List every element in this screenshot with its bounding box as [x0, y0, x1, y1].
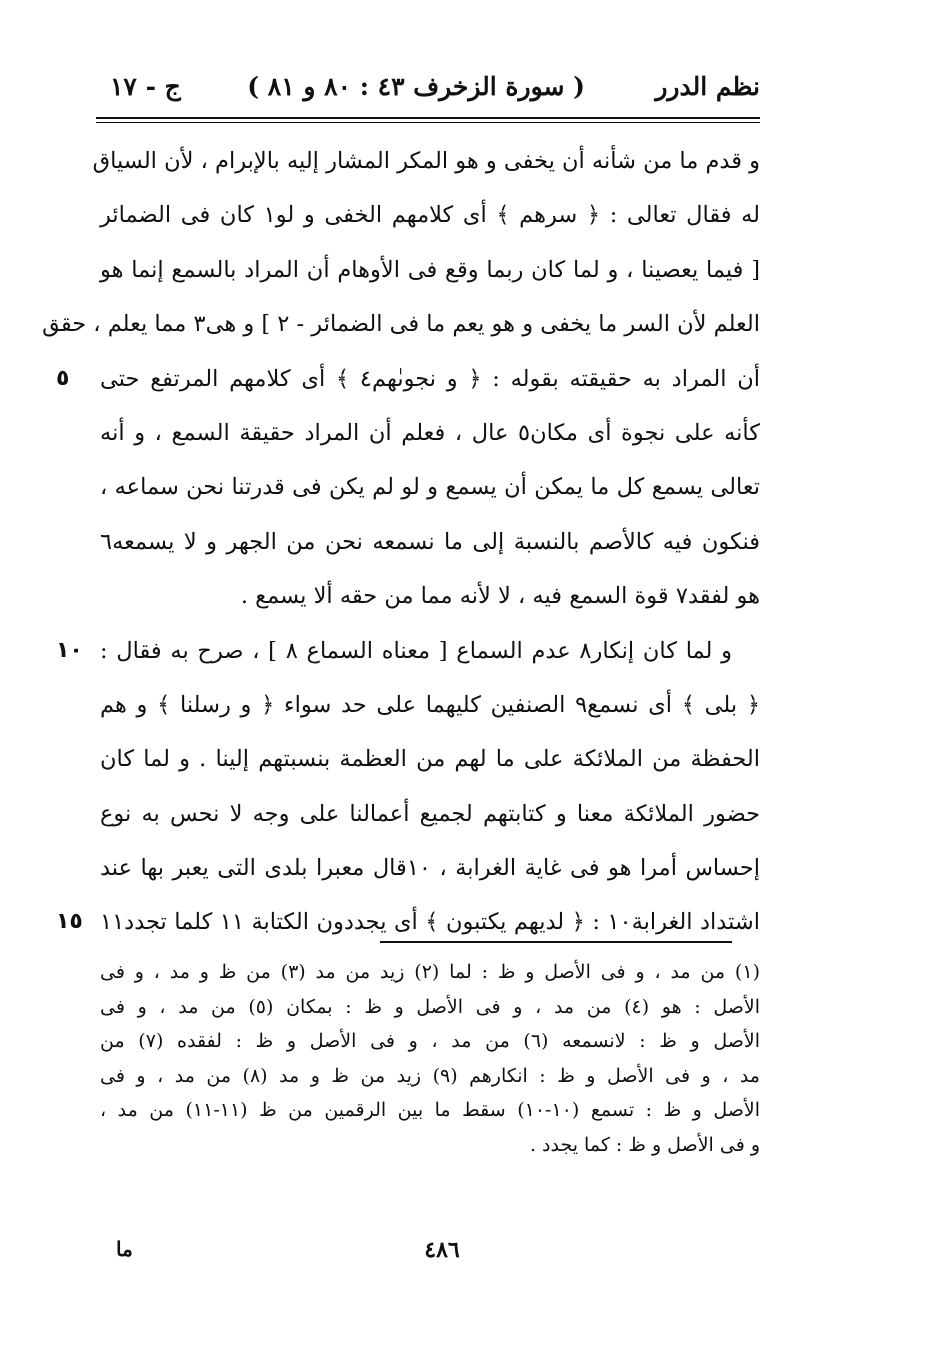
text-line-content: له فقال تعالى : ﴿ سرهم ﴾ أى كلامهم الخفى و لو١ كان فى الضمائر	[100, 202, 761, 229]
text-line	[100, 569, 760, 623]
book-title: نظم الدرر	[655, 72, 760, 101]
footnote-separator	[380, 941, 732, 943]
header-rule	[96, 117, 760, 119]
text-line-content: و لما كان إنكار٨ عدم السماع [ معناه السماع ٨ ] ، صرح به فقال :	[100, 637, 733, 664]
footnote-line: الأصل و ظ : لانسمعه (٦) من مد ، و فى الأصل و ظ : لفقده (٧) من	[100, 1030, 760, 1052]
main-text	[42, 134, 761, 950]
text-line	[42, 297, 760, 351]
volume-number: ج - ١٧	[110, 72, 181, 101]
text-line-content: أن المراد به حقيقته بقوله : ﴿ و نجوىٰهم٤ ﴾ أى كلامهم المرتفع حتى	[100, 365, 760, 392]
text-line-content: و قدم ما من شأنه أن يخفى و هو المكر المشار إليه بالإبرام ، لأن السياق	[92, 148, 760, 174]
text-line	[56, 624, 760, 678]
text-line	[100, 841, 760, 895]
text-line-content: حضور الملائكة معنا و كتابتهم لجميع أعمالنا على وجه لا نحس به نوع	[100, 800, 760, 827]
text-line-content: هو لفقد٧ قوة السمع فيه ، لا لأنه مما من حقه ألا يسمع .	[240, 583, 760, 610]
text-line	[100, 188, 760, 242]
text-line	[100, 678, 760, 732]
page-number: ٤٨٦	[424, 1237, 460, 1263]
footnote-line: (١) من مد ، و فى الأصل و ظ : لما (٢) زيد من مد (٣) من ظ و مد ، و فى	[100, 961, 760, 983]
text-line-content: إحساس أمرا هو فى غاية الغرابة ، ١٠قال معبرا بلدى التى يعبر بها عند	[100, 855, 761, 882]
text-line	[100, 515, 760, 569]
footnote-line: الأصل : هو (٤) من مد ، و فى الأصل و ظ : بمكان (٥) من مد ، و فى	[100, 995, 760, 1018]
text-line	[100, 732, 760, 786]
text-line-content: تعالى يسمع كل ما يمكن أن يسمع و لو لم يكن فى قدرتنا نحن سماعه ،	[100, 474, 760, 501]
text-line-content: [ فيما يعصينا ، و لما كان ربما وقع فى الأوهام أن المراد بالسمع إنما هو	[100, 256, 760, 283]
running-header	[100, 68, 760, 112]
text-line-content: العلم لأن السر ما يخفى و هو يعم ما فى الضمائر - ٢ ] و هى٣ مما يعلم ، حقق	[42, 311, 760, 338]
text-line	[100, 787, 760, 841]
line-number: ١٠	[56, 637, 83, 663]
text-line	[100, 243, 760, 297]
text-line-content: الحفظة من الملائكة على ما لهم من العظمة بنسبتهم إلينا . و لما كان	[100, 746, 760, 773]
text-line	[92, 134, 760, 188]
text-line-content: اشتداد الغرابة١٠ : ﴿ لديهم يكتبون ﴾ أى يجددون الكتابة ١١ كلما تجدد١١	[100, 909, 760, 936]
text-line	[100, 460, 760, 514]
footnote-line: و فى الأصل و ظ : كما يجدد .	[529, 1133, 760, 1156]
text-line	[56, 352, 760, 406]
line-number: ١٥	[56, 909, 83, 935]
text-line-content: كأنه على نجوة أى مكان٥ عال ، فعلم أن المراد حقيقة السمع ، و أنه	[100, 419, 760, 446]
text-line-content: ﴿ بلى ﴾ أى نسمع٩ الصنفين كليهما على حد سواء ﴿ و رسلنا ﴾ و هم	[100, 691, 761, 718]
footnotes	[100, 955, 760, 1162]
footnote-line: الأصل و ظ : تسمع (١٠-١٠) سقط ما بين الرقمين من ظ (١١-١١) من مد ،	[100, 1099, 760, 1121]
line-number: ٥	[56, 365, 70, 391]
text-line-content: فنكون فيه كالأصم بالنسبة إلى ما نسمعه نحن من الجهر و لا يسمعه٦	[100, 528, 760, 555]
text-line	[100, 406, 760, 460]
header-rule-thin	[96, 122, 760, 123]
surah-reference: ( سورة الزخرف ٤٣ : ٨٠ و ٨١ )	[247, 72, 585, 101]
printer-signature: ما	[116, 1237, 133, 1261]
footnote-line: مد ، و فى الأصل و ظ : انكارهم (٩) زيد من ظ و مد (٨) من مد ، و فى	[100, 1064, 760, 1087]
